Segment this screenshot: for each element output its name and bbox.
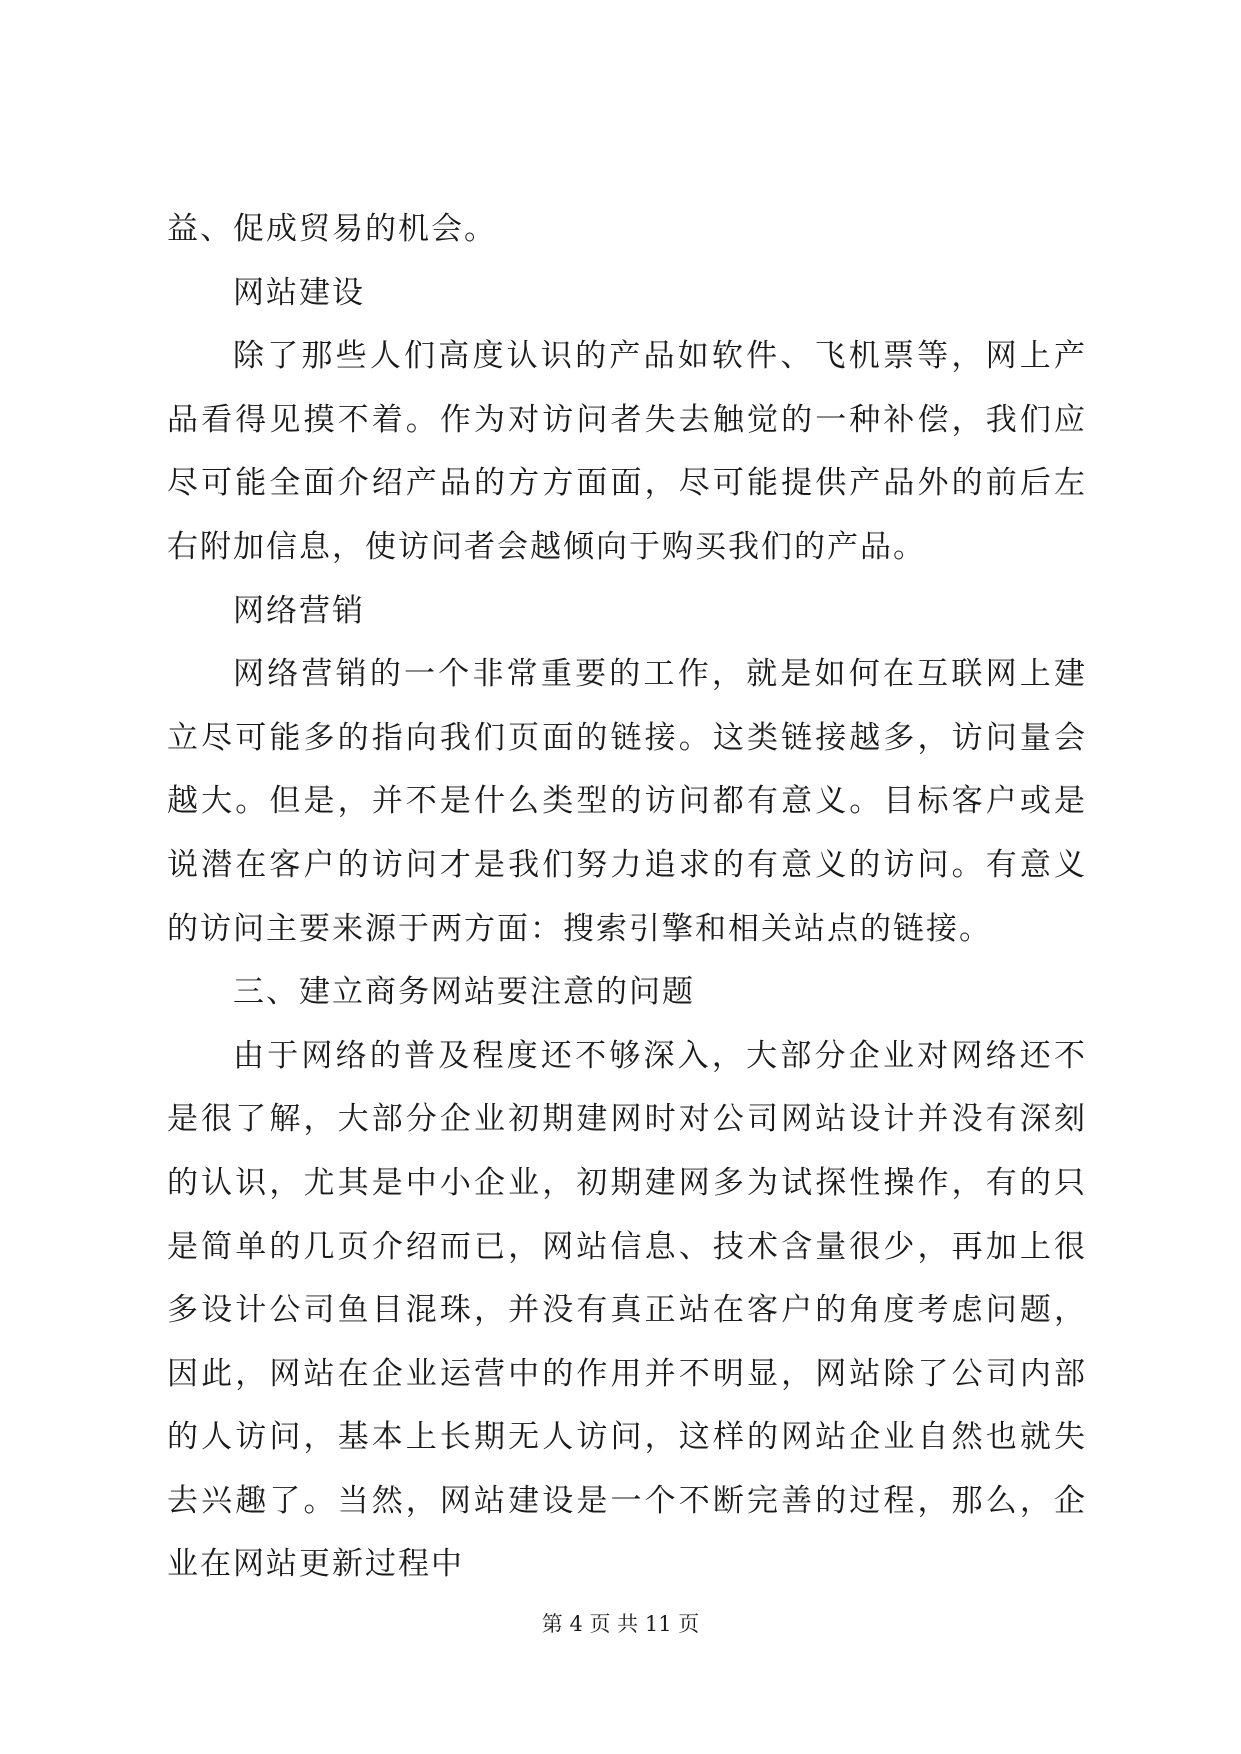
heading-online-marketing: 网络营销 (233, 592, 365, 629)
paragraph-continuation: 益、促成贸易的机会。 (167, 211, 497, 247)
paragraph-marketing-links: 网络营销的一个非常重要的工作，就是如何在互联网上建立尽可能多的指向我们页面的链接。这类链接越多，访问量会越大。但是，并不是什么类型的访问都有意义。目标客户或是说潜在客户的访问才是我们努力追求的有意义的访问。有意义的访问主要来源于两方面：搜索引擎和相关站点的链接。 (167, 656, 1087, 947)
paragraph-product-info: 除了那些人们高度认识的产品如软件、飞机票等，网上产品看得见摸不着。作为对访问者失去触觉的一种补偿，我们应尽可能全面介绍产品的方方面面，尽可能提供产品外的前后左右附加信息，使访问者会越倾向于购买我们的产品。 (167, 338, 1087, 565)
document-body (167, 198, 1087, 1597)
heading-section-three: 三、建立商务网站要注意的问题 (233, 974, 695, 1011)
page-number-footer: 第 4 页 共 11 页 (541, 1612, 700, 1636)
heading-website-construction: 网站建设 (233, 274, 365, 311)
paragraph-issues: 由于网络的普及程度还不够深入，大部分企业对网络还不是很了解，大部分企业初期建网时对公司网站设计并没有深刻的认识，尤其是中小企业，初期建网多为试探性操作，有的只是简单的几页介绍而已，网站信息、技术含量很少，再加上很多设计公司鱼目混珠，并没有真正站在客户的角度考虑问题，因此，网站在企业运营中的作用并不明显，网站除了公司内部的人访问，基本上长期无人访问，这样的网站企业自然也就失去兴趣了。当然，网站建设是一个不断完善的过程，那么，企业在网站更新过程中 (167, 1037, 1087, 1583)
